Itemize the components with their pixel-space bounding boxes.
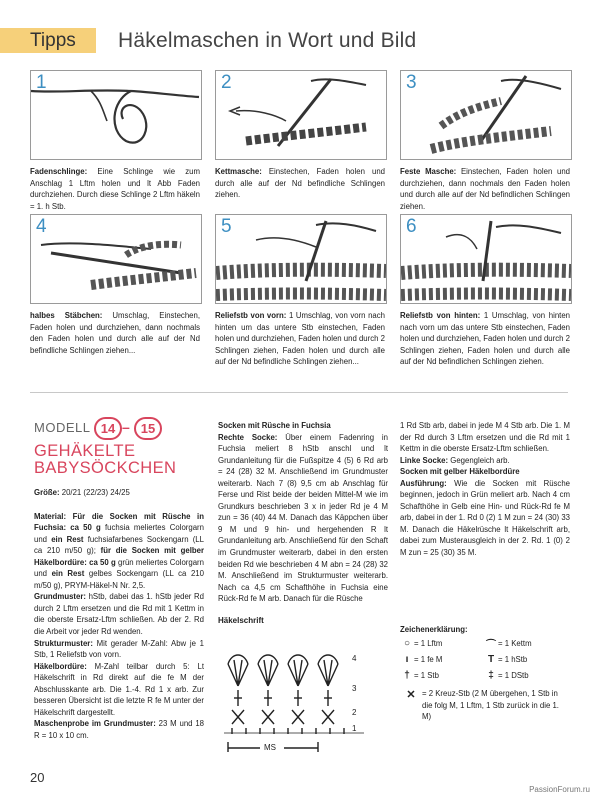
single-crochet-drawing — [401, 71, 571, 159]
step-5 — [215, 214, 385, 368]
step-term: Kettmasche: — [215, 167, 262, 176]
step-2 — [215, 70, 385, 201]
texture-pattern-paragraph: Strukturmuster: Mit gerader M-Zahl: Abw je 1 Stb, 1 Reliefstb von vorn. — [34, 638, 204, 660]
legend-item: ✕ = 2 Kreuz-Stb (2 M übergehen, 1 Stb in die folg M, 1 Lftm, 1 Stb zurück in die 1. M) — [400, 688, 570, 723]
step-caption — [215, 310, 385, 368]
model-title-line: BABYSÖCKCHEN — [34, 459, 177, 477]
model-number-badge: 15 — [134, 417, 162, 440]
step-number: 4 — [36, 216, 47, 237]
legend-item: † = 1 Stb — [400, 670, 484, 681]
legend-item: ○ = 1 Lftm — [400, 638, 484, 649]
step-2-illustration — [215, 70, 387, 160]
pattern-repeat-label: MS — [264, 743, 276, 752]
ruffle-paragraph: 1 Rd Stb arb, dabei in jede M 4 Stb arb. Die 1. M der Rd durch 3 Lftm ersetzen und die Rd mit 1 Kettm in die oberste Ersatz-Lftm schließen. — [400, 421, 570, 454]
treble-crochet-icon: ‡ — [488, 669, 494, 681]
size-text: 20/21 (22/23) 24/25 — [59, 488, 130, 497]
step-1-illustration — [30, 70, 202, 160]
step-text: Einstechen, Faden holen und durchziehen, dann nochmals den Faden holen und durch alle auf der Nd befindlichen Schlingen ziehen. — [400, 167, 570, 211]
slip-stitch-icon: ⌒ — [486, 639, 496, 651]
step-6-illustration — [400, 214, 572, 304]
page-title: Häkelmaschen in Wort und Bild — [118, 29, 417, 52]
left-sock-paragraph: Linke Socke: Gegengleich arb. — [400, 455, 510, 465]
step-number: 5 — [221, 216, 232, 237]
back-post-stitch-drawing — [401, 215, 571, 303]
step-1 — [30, 70, 200, 212]
step-text: Umschlag, Einstechen, Faden holen und durchziehen, dann nochmals den Faden holen und durch alle auf der Nd befindliche Schlingen ziehen... — [30, 311, 200, 355]
cross-stitch-icon: ✕ — [406, 689, 416, 701]
legend-item: T = 1 hStb — [484, 654, 568, 665]
row-label: 3 — [352, 684, 357, 693]
legend-title: Zeichenerklärung: — [400, 625, 468, 634]
instructions-column-2 — [218, 420, 388, 626]
size-term: Größe: — [34, 488, 60, 497]
diagram-title: Häkelschrift — [218, 615, 264, 625]
step-text: Eine Schlinge wie zum Anschlag 1 Lftm holen und lt Abb Faden durchziehen. Durch diese Schlinge 2 Lftm häkeln = 1. h Stb. — [30, 167, 200, 211]
step-term: Feste Masche: — [400, 167, 457, 176]
gauge-paragraph: Maschenprobe im Grundmuster: 23 M und 18 R = 10 x 10 cm. — [34, 719, 205, 740]
step-caption — [30, 166, 200, 212]
step-caption — [215, 166, 385, 201]
step-number: 6 — [406, 216, 417, 237]
instructions-column-3 — [400, 420, 570, 559]
chain-icon: ○ — [403, 637, 411, 649]
step-3-illustration — [400, 70, 572, 160]
step-caption — [30, 310, 200, 356]
step-term: Reliefstb von vorn: — [215, 311, 287, 320]
model-number-badge: 14 — [94, 417, 122, 440]
model-title-line: GEHÄKELTE — [34, 442, 136, 460]
step-3 — [400, 70, 570, 212]
step-number: 2 — [221, 72, 232, 93]
half-double-crochet-drawing — [31, 215, 201, 303]
slip-stitch-drawing — [216, 71, 386, 159]
double-crochet-icon: † — [404, 669, 410, 681]
watermark: PassionForum.ru — [529, 785, 590, 794]
instructions-column-1 — [34, 487, 204, 741]
model-number-dash: – — [122, 419, 130, 435]
step-6 — [400, 214, 570, 368]
slip-knot-drawing — [31, 71, 201, 159]
step-5-illustration — [215, 214, 387, 304]
section-tab-label: Tipps — [30, 30, 76, 51]
row-label: 1 — [352, 724, 357, 733]
step-caption — [400, 310, 570, 368]
page-number: 20 — [30, 770, 45, 785]
step-text: 1 Umschlag, von vorn nach hinten um das untere Stb einstechen, Faden holen und durchziehen, Faden holen und durch 2 Schlingen ziehen, Faden holen und durch alle auf der Nd befindliche Schlingen ziehen... — [215, 311, 385, 367]
legend-item: ‡ = 1 DStb — [484, 670, 568, 681]
step-number: 3 — [406, 72, 417, 93]
section-divider — [30, 392, 568, 393]
model-label: MODELL — [34, 420, 91, 435]
step-term: Reliefstb von hinten: — [400, 311, 481, 320]
step-text: 1 Umschlag, von hinten nach vorn um das untere Stb einstechen, Faden holen und durchziehen, Faden holen und durch 2 Schlingen ziehen, Faden holen und durch alle auf der Nd befindlichen Schlingen ziehen. — [400, 311, 570, 367]
crochet-chart — [214, 638, 384, 758]
material-paragraph: Material: Für die Socken mit Rüsche in Fuchsia: ca 50 g fuchsia meliertes Colorgarn und ein Rest fuchsiafarbenes Sockengarn (LL ca 210 m/50 g); für die Socken mit gelber Häkelbordüre: ca 50 g grün meliertes Colorgarn und ein Rest gelbes Sockengarn (LL ca 210 m/50 g), PRYM-Häkel-N Nr. 2,5. — [34, 511, 204, 590]
step-term: halbes Stäbchen: — [30, 311, 103, 320]
step-4 — [30, 214, 200, 356]
right-sock-paragraph: Rechte Socke: Über einem Fadenring in Fuchsia meliert 8 hStb anschl und lt Grundanleitung für die Fußspitze 4 (5) 6 Rd arb = 24 (28) 32 M. Anschließend im Grundmuster weiterarb. Nach 7 (8) 9,5 cm ab Anschlag für Ferse und Rist beide der beiden Mittel-M wie im Grundkurs beschrieben 3 x in jeder Rd je 4 M zun = 36 (40) 44 M. Danach das Käppchen über 9 M und 9 hin- und hergehenden R lt Grundanleitung arb. Anschließend für den Schaft im Grundmuster weiterarb, dabei in den ersten beiden Rd wie beschrieben 4 M abn = 24 (28) 32 M. Anschließend im Strukturmuster weiterarb. Nach ca 4,5 cm Schafthöhe in Fuchsia eine Rück-Rd fe M arb. Danach für die Rüsche — [218, 432, 388, 604]
symbol-legend — [400, 625, 570, 723]
step-caption — [400, 166, 570, 212]
legend-item: ⌒ = 1 Kettm — [484, 636, 568, 651]
execution-paragraph: Ausführung: Wie die Socken mit Rüsche beginnen, jedoch in Grün meliert arb. Nach 4 cm Schafthöhe in Gelb eine Hin- und Rück-Rd fe M arb, dabei in der 1. Rd 0 (2) 1 M zun = 24 (30) 33 M. Danach die Häkelrüsche lt Häkelschrift arb, dabei zum Musterausgleich in der 2. Rd. 1 (0) 2 M zun = 25 (30) 35 M. — [400, 478, 570, 558]
row-label: 4 — [352, 654, 357, 663]
step-4-illustration — [30, 214, 202, 304]
single-crochet-icon: ı — [405, 653, 409, 665]
half-double-crochet-icon: T — [487, 653, 495, 665]
model-title — [34, 443, 176, 477]
crochet-chart-svg — [214, 638, 384, 758]
legend-item: ı = 1 fe M — [400, 654, 484, 665]
section-tab — [0, 28, 96, 53]
border-paragraph: Häkelbordüre: M-Zahl teilbar durch 5: Lt Häkelschrift in Rd direkt auf die fe M der Abschlusskante arb. Die 1.-4. Rd 1 x arb. Zur besseren Übersicht ist die letzte R fe M unter der Häkelschrift dargestellt. — [34, 661, 204, 717]
row-label: 2 — [352, 708, 357, 717]
front-post-stitch-drawing — [216, 215, 386, 303]
section-heading: Socken mit gelber Häkelbordüre — [400, 467, 520, 477]
step-term: Fadenschlinge: — [30, 167, 88, 176]
step-number: 1 — [36, 72, 47, 93]
step-text: Einstechen, Faden holen und durch alle auf der Nd befindliche Schlingen ziehen. — [215, 167, 385, 200]
section-heading: Socken mit Rüsche in Fuchsia — [218, 421, 331, 430]
basic-pattern-paragraph: Grundmuster: hStb, dabei das 1. hStb jeder Rd durch 2 Lftm ersetzen und die Rd mit 1 Kettm in die oberste Ersatz-Lftm schließen. Ab der 2. Rd die Arbeit vor jeder Rd wenden. — [34, 592, 204, 637]
